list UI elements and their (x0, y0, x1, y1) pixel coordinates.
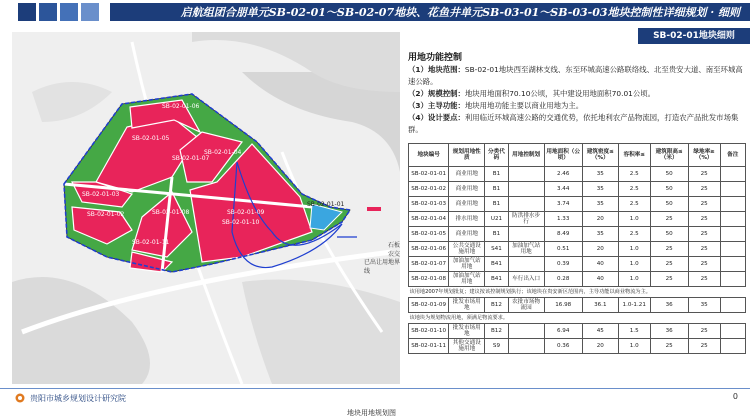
table-cell: 35 (582, 227, 618, 242)
paragraph-scope: （1）地块范围：SB-02-01地块西至湖林支线、东至环城高速公路联络线、北至贵安大道、南至环城高速公路。 (408, 65, 743, 86)
table-cell (720, 242, 745, 257)
column-header: 建筑限高≤（米） (650, 144, 688, 167)
column-header: 用地控制划 (508, 144, 544, 167)
table-cell: SB-02-01-07 (409, 257, 449, 272)
table-cell: 25 (650, 272, 688, 287)
header-bar (0, 0, 750, 26)
table-cell: 40 (582, 257, 618, 272)
table-cell: 45 (582, 324, 618, 339)
parcel-label: SB-02-01-03 (82, 191, 120, 198)
map-legend-item: 石板农交 (388, 242, 401, 258)
table-row (409, 242, 746, 257)
parcel-label: SB-02-01-06 (162, 103, 200, 110)
table-cell: 2.5 (618, 182, 650, 197)
paragraph-design: （4）设计要点：利用临近环城高速公路的交通优势，依托地利农产品物流园，打造农产品批发市场集群。 (408, 113, 739, 134)
table-cell: 25 (688, 197, 720, 212)
organization-name: 贵阳市城乡规划设计研究院 (30, 394, 126, 403)
table-cell: 50 (650, 182, 688, 197)
table-cell: 25 (650, 339, 688, 354)
table-cell: SB-02-01-01 (409, 167, 449, 182)
table-row (409, 182, 746, 197)
table-cell: 36 (650, 298, 688, 313)
table-cell: 50 (650, 197, 688, 212)
map-legend-item: 已出让用地界线 (364, 259, 401, 275)
column-header: 地块编号 (409, 144, 449, 167)
table-cell: 25 (688, 257, 720, 272)
table-cell: 35 (688, 298, 720, 313)
table-cell: SB-02-01-02 (409, 182, 449, 197)
table-cell: 25 (688, 324, 720, 339)
table-cell: 35 (582, 167, 618, 182)
parcel-label: SB-02-01-08 (152, 209, 190, 216)
table-cell: 25 (688, 182, 720, 197)
table-cell: 0.28 (544, 272, 582, 287)
table-cell: S9 (485, 339, 508, 354)
paragraph-function: （3）主导功能：地块用地功能主要以商业用地为主。 (408, 101, 584, 110)
table-row (409, 227, 746, 242)
table-cell: B1 (485, 227, 508, 242)
table-cell: 公共交通设施用地 (449, 242, 485, 257)
table-cell (720, 257, 745, 272)
block-title: SB-02-01地块细则 (638, 28, 750, 44)
table-cell: B1 (485, 182, 508, 197)
table-cell: 36.1 (582, 298, 618, 313)
table-row (409, 298, 746, 313)
table-cell: B41 (485, 272, 508, 287)
parcel-label: SB-02-01-02 (87, 211, 125, 218)
parcel-label: SB-02-01-10 (222, 219, 260, 226)
header-decoration (18, 3, 99, 21)
table-cell: 1.0 (618, 257, 650, 272)
table-cell: 批发市场用地 (449, 324, 485, 339)
page-number: 0 (732, 392, 738, 401)
table-cell (720, 324, 745, 339)
table-cell: 20 (582, 339, 618, 354)
map-caption: 地块用地规划图 (347, 409, 396, 417)
table-cell: 50 (650, 167, 688, 182)
table-cell: B41 (485, 257, 508, 272)
table-cell (720, 197, 745, 212)
parcel-label: SB-02-01-11 (132, 239, 170, 246)
table-row (409, 167, 746, 182)
table-cell: U21 (485, 212, 508, 227)
parcel-label: SB-02-01-01 (307, 201, 345, 208)
table-row (409, 272, 746, 287)
map-graphic (12, 32, 400, 384)
parcel-label: SB-02-01-09 (227, 209, 265, 216)
table-cell (508, 324, 544, 339)
table-cell: 25 (688, 227, 720, 242)
table-cell: 1.0-1.21 (618, 298, 650, 313)
table-cell (508, 257, 544, 272)
table-cell: 3.44 (544, 182, 582, 197)
table-cell: 加油加气站用地 (449, 272, 485, 287)
table-cell: 20 (582, 212, 618, 227)
column-header: 建筑密度≤（%） (582, 144, 618, 167)
table-cell: B1 (485, 197, 508, 212)
footer (0, 388, 750, 406)
table-cell: 加油加气站用地 (449, 257, 485, 272)
table-cell: 商业用地 (449, 197, 485, 212)
table-cell: 16.98 (544, 298, 582, 313)
parcel-label: SB-02-01-07 (172, 155, 210, 162)
table-cell: 1.0 (618, 242, 650, 257)
parcel-label: SB-02-01-05 (132, 135, 170, 142)
table-note: 该地块为规划物流用地，须满足物流要求。 (409, 313, 746, 324)
table-cell (508, 339, 544, 354)
table-cell: 50 (650, 227, 688, 242)
parcel-label: SB-02-01-04 (204, 149, 242, 156)
table-cell: 0.39 (544, 257, 582, 272)
section-heading: 用地功能控制 (408, 53, 463, 63)
table-cell (508, 197, 544, 212)
column-header: 用地面积（公顷） (544, 144, 582, 167)
table-cell (720, 212, 745, 227)
table-cell: 3.74 (544, 197, 582, 212)
column-header: 规划用地性质 (449, 144, 485, 167)
page-title: 启航组团合朋单元SB-02-01～SB-02-07地块、花鱼井单元SB-03-01～SB-03-03地块控制性详细规划 · 细则 (180, 6, 740, 19)
table-row (409, 339, 746, 354)
table-cell: B12 (485, 324, 508, 339)
table-cell (720, 339, 745, 354)
table-cell: 0.51 (544, 242, 582, 257)
table-note: 该用地2007年规划批复；建议按该控制规划执行；该地块在贵安新区范围内，主导功能以商业物流为主。 (409, 287, 746, 298)
table-cell: 商业用地 (449, 167, 485, 182)
table-cell (720, 298, 745, 313)
table-cell: 25 (688, 272, 720, 287)
paragraph-scale: （2）规模控制：地块用地面积70.10公顷，其中建设用地面积70.01公顷。 (408, 89, 656, 98)
table-cell (720, 182, 745, 197)
table-note-row (409, 287, 746, 298)
column-header: 绿地率≥（%） (688, 144, 720, 167)
table-cell: SB-02-01-09 (409, 298, 449, 313)
table-cell: S41 (485, 242, 508, 257)
table-cell (720, 227, 745, 242)
table-cell: 36 (650, 324, 688, 339)
table-cell: 1.0 (618, 212, 650, 227)
table-cell: 25 (688, 242, 720, 257)
table-cell: 商业用地 (449, 182, 485, 197)
table-cell: 35 (582, 197, 618, 212)
table-header-row (409, 144, 746, 167)
table-cell (508, 167, 544, 182)
table-cell (720, 272, 745, 287)
table-body (409, 167, 746, 354)
table-cell: 2.5 (618, 197, 650, 212)
table-cell: 25 (650, 257, 688, 272)
table-cell: 防洪排水步行 (508, 212, 544, 227)
table-cell (508, 182, 544, 197)
table-cell: 车行出入口 (508, 272, 544, 287)
table-row (409, 324, 746, 339)
table-cell: 35 (582, 182, 618, 197)
table-cell: 25 (650, 242, 688, 257)
table-cell (508, 227, 544, 242)
table-cell: SB-02-01-03 (409, 197, 449, 212)
table-row (409, 197, 746, 212)
table-cell: B1 (485, 167, 508, 182)
parcel-table (408, 143, 746, 354)
table-cell: 6.94 (544, 324, 582, 339)
table-note-row (409, 313, 746, 324)
table-cell (720, 167, 745, 182)
table-cell: 2.5 (618, 167, 650, 182)
details-panel (400, 28, 750, 388)
table-row (409, 212, 746, 227)
table-cell: SB-02-01-11 (409, 339, 449, 354)
table-cell: 1.0 (618, 339, 650, 354)
table-cell: 批发市场用地 (449, 298, 485, 313)
table-cell: 1.0 (618, 272, 650, 287)
institute-logo-icon (15, 393, 25, 403)
table-cell: 1.33 (544, 212, 582, 227)
table-cell: 25 (688, 212, 720, 227)
table-cell: SB-02-01-08 (409, 272, 449, 287)
table-cell: 25 (650, 212, 688, 227)
table-cell: SB-02-01-10 (409, 324, 449, 339)
column-header: 备注 (720, 144, 745, 167)
table-cell: 加油加气站用地 (508, 242, 544, 257)
table-cell: 2.5 (618, 227, 650, 242)
table-cell: 40 (582, 272, 618, 287)
table-cell: 其他交通设施用地 (449, 339, 485, 354)
table-cell: 8.49 (544, 227, 582, 242)
table-cell: 20 (582, 242, 618, 257)
table-cell: SB-02-01-05 (409, 227, 449, 242)
table-cell: 25 (688, 167, 720, 182)
table-cell: 农批市场物流园 (508, 298, 544, 313)
table-cell: B12 (485, 298, 508, 313)
table-cell: 0.36 (544, 339, 582, 354)
table-cell: SB-02-01-04 (409, 212, 449, 227)
column-header: 容积率≤ (618, 144, 650, 167)
table-cell: 1.5 (618, 324, 650, 339)
table-cell: 25 (688, 339, 720, 354)
table-cell: 排水用地 (449, 212, 485, 227)
table-cell: SB-02-01-06 (409, 242, 449, 257)
table-row (409, 257, 746, 272)
table-cell: 商业用地 (449, 227, 485, 242)
column-header: 分类代码 (485, 144, 508, 167)
table-cell: 2.46 (544, 167, 582, 182)
